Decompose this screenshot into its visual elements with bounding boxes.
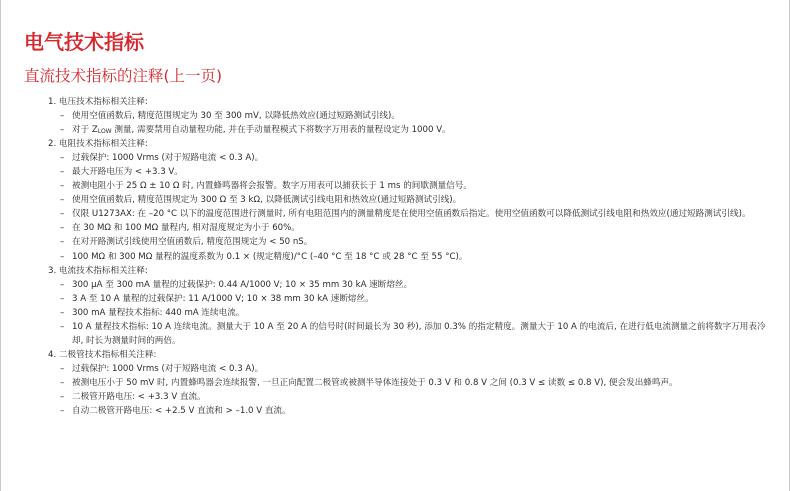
note-text: 仅限 U1273AX: 在 –20 °C 以下的温度范围进行测量时, 所有电阻范围内的测量精度是在使用空值函数后指定。使用空值函数可以降低测试引线电阻和热效应(通过短路测试引线)。	[72, 209, 751, 220]
note-text-part: 测量, 需要禁用自动量程功能, 并在手动量程模式下将数字万用表的量程设定为 1000 V。	[111, 125, 451, 136]
dash-bullet: –	[60, 125, 65, 136]
note-item	[48, 207, 768, 221]
note-group-resistance	[48, 137, 768, 263]
dash-bullet: –	[60, 377, 65, 388]
note-text: 100 MΩ 和 300 MΩ 量程的温度系数为 0.1 × (规定精度)/°C (–40 °C 至 18 °C 或 28 °C 至 55 °C)。	[72, 251, 468, 262]
note-item	[48, 179, 768, 193]
note-item	[48, 250, 768, 264]
note-item	[48, 193, 768, 207]
note-item	[48, 292, 768, 306]
dash-bullet: –	[60, 209, 65, 220]
note-item	[48, 278, 768, 292]
section-title: 直流技术指标的注释(上一页)	[24, 67, 223, 85]
dash-bullet: –	[60, 363, 65, 374]
notes-list	[48, 95, 768, 418]
note-group-current	[48, 264, 768, 348]
note-heading: 4. 二极管技术指标相关注释:	[48, 349, 157, 360]
dash-bullet: –	[60, 307, 65, 318]
note-item	[48, 123, 768, 137]
dash-bullet: –	[60, 279, 65, 290]
dash-bullet: –	[60, 111, 65, 122]
note-item	[48, 320, 768, 348]
dash-bullet: –	[60, 181, 65, 192]
note-group-diode	[48, 348, 768, 418]
note-item	[48, 376, 768, 390]
dash-bullet: –	[60, 195, 65, 206]
note-text: 二极管开路电压: < +3.3 V 直流。	[72, 391, 206, 402]
note-item	[48, 151, 768, 165]
dash-bullet: –	[60, 251, 65, 262]
note-text: 在对开路测试引线使用空值函数后, 精度范围规定为 < 50 nS。	[72, 237, 313, 248]
note-item	[48, 362, 768, 376]
dash-bullet: –	[60, 321, 65, 332]
note-item	[48, 306, 768, 320]
note-group-voltage	[48, 95, 768, 137]
dash-bullet: –	[60, 293, 65, 304]
note-text-part: 对于 Z	[72, 125, 98, 136]
note-item	[48, 221, 768, 235]
note-text: 300 µA 至 300 mA 量程的过载保护: 0.44 A/1000 V; 10 × 35 mm 30 kA 速断熔丝。	[72, 279, 413, 290]
note-text: 自动二极管开路电压: < +2.5 V 直流和 > –1.0 V 直流。	[72, 406, 291, 417]
note-text: 最大开路电压为 < +3.3 V。	[72, 167, 183, 178]
note-text: 300 mA 量程技术指标: 440 mA 连续电流。	[72, 307, 245, 318]
note-text: 10 A 量程技术指标: 10 A 连续电流。测量大于 10 A 至 20 A 的信号时(时间最长为 30 秒), 添加 0.3% 的指定精度。测量大于 10 A 的电流后, 在进行低电流测量之前将数字万用表冷却, 时长为测量时间的两倍。	[72, 321, 766, 346]
dash-bullet: –	[60, 223, 65, 234]
note-text: 过载保护: 1000 Vrms (对于短路电流 < 0.3 A)。	[72, 363, 264, 374]
note-item	[48, 109, 768, 123]
page-title: 电气技术指标	[24, 30, 144, 54]
note-text: 3 A 至 10 A 量程的过载保护: 11 A/1000 V; 10 × 38 mm 30 kA 速断熔丝。	[72, 293, 374, 304]
note-text	[72, 123, 768, 137]
dash-bullet: –	[60, 391, 65, 402]
dash-bullet: –	[60, 237, 65, 248]
note-text: 在 30 MΩ 和 100 MΩ 量程内, 相对湿度规定为小于 60%。	[72, 223, 300, 234]
note-item	[48, 165, 768, 179]
note-text: 使用空值函数后, 精度范围规定为 300 Ω 至 3 kΩ, 以降低测试引线电阻和热效应(通过短路测试引线)。	[72, 195, 462, 206]
dash-bullet: –	[60, 406, 65, 417]
note-heading: 1. 电压技术指标相关注释:	[48, 97, 148, 107]
subscript-low: LOW	[97, 128, 112, 136]
note-text: 过载保护: 1000 Vrms (对于短路电流 < 0.3 A)。	[72, 153, 264, 164]
note-text: 被测电压小于 50 mV 时, 内置蜂鸣器会连续报警, 一旦正向配置二极管或被测半导体连接处于 0.3 V 和 0.8 V 之间 (0.3 V ≤ 读数 ≤ 0.8 V), 便会发出蜂鸣声。	[72, 377, 678, 388]
note-heading: 3. 电流技术指标相关注释:	[48, 265, 148, 276]
note-item	[48, 390, 768, 404]
note-item	[48, 404, 768, 418]
note-item	[48, 235, 768, 249]
note-text: 使用空值函数后, 精度范围规定为 30 至 300 mV, 以降低热效应(通过短路测试引线)。	[72, 111, 400, 122]
dash-bullet: –	[60, 167, 65, 178]
dash-bullet: –	[60, 153, 65, 164]
note-text: 被测电阻小于 25 Ω ± 10 Ω 时, 内置蜂鸣器将会报警。数字万用表可以捕获长于 1 ms 的间歇测量信号。	[72, 181, 472, 192]
note-heading: 2. 电阻技术指标相关注释:	[48, 139, 148, 150]
